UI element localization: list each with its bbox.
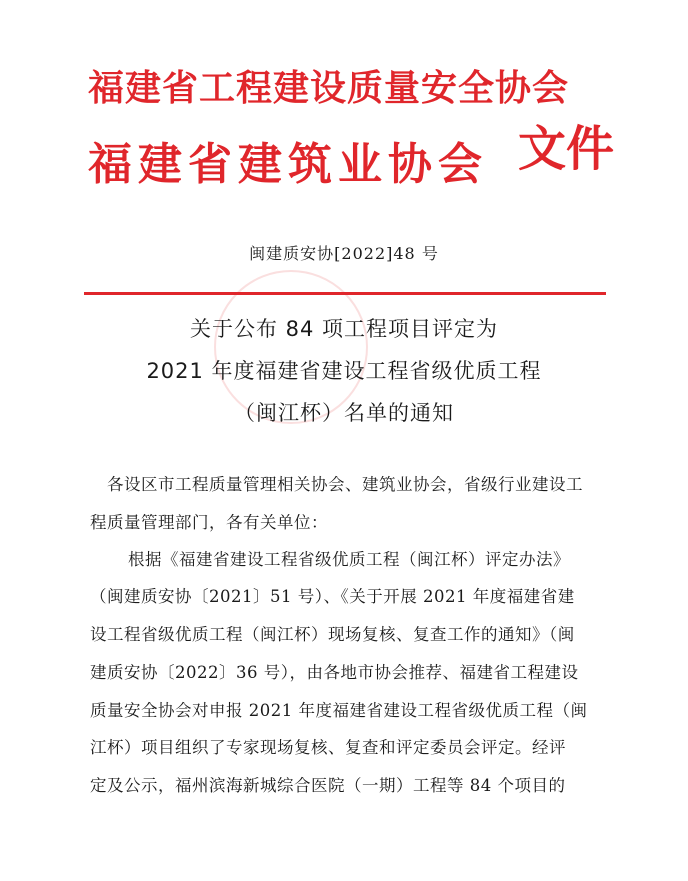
salutation-line: 各设区市工程质量管理相关协会、建筑业协会，省级行业建设工 xyxy=(107,475,583,494)
document-number: 闽建质安协[2022]48 号 xyxy=(249,244,439,263)
title-line-3: （闽江杯）名单的通知 xyxy=(234,401,454,425)
body-line: 定及公示，福州滨海新城综合医院（一期）工程等 84 个项目的 xyxy=(90,776,566,795)
red-divider xyxy=(84,292,606,295)
doc-type-label: 文件 xyxy=(518,121,615,177)
title-line-1: 关于公布 84 项工程项目评定为 xyxy=(189,317,499,341)
body-line: 设工程省级优质工程（闽江杯）现场复核、复查工作的通知》（闽 xyxy=(90,625,575,644)
salutation-line: 程质量管理部门，各有关单位： xyxy=(90,513,328,532)
body-line: 建质安协〔2022〕36 号），由各地市协会推荐、福建省工程建设 xyxy=(90,663,579,682)
title-line-2: 2021 年度福建省建设工程省级优质工程 xyxy=(146,359,542,383)
body-line: 根据《福建省建设工程省级优质工程（闽江杯）评定办法》 xyxy=(128,550,570,569)
org-name-line-2: 福建省建筑业协会 xyxy=(88,139,488,190)
body-line: 江杯）项目组织了专家现场复核、复查和评定委员会评定。经评 xyxy=(90,738,566,757)
org-name-line-1: 福建省工程建设质量安全协会 xyxy=(88,68,570,109)
body-line: （闽建质安协〔2021〕51 号）、《关于开展 2021 年度福建省建 xyxy=(90,587,575,606)
body-line: 质量安全协会对申报 2021 年度福建省建设工程省级优质工程（闽 xyxy=(90,701,588,720)
